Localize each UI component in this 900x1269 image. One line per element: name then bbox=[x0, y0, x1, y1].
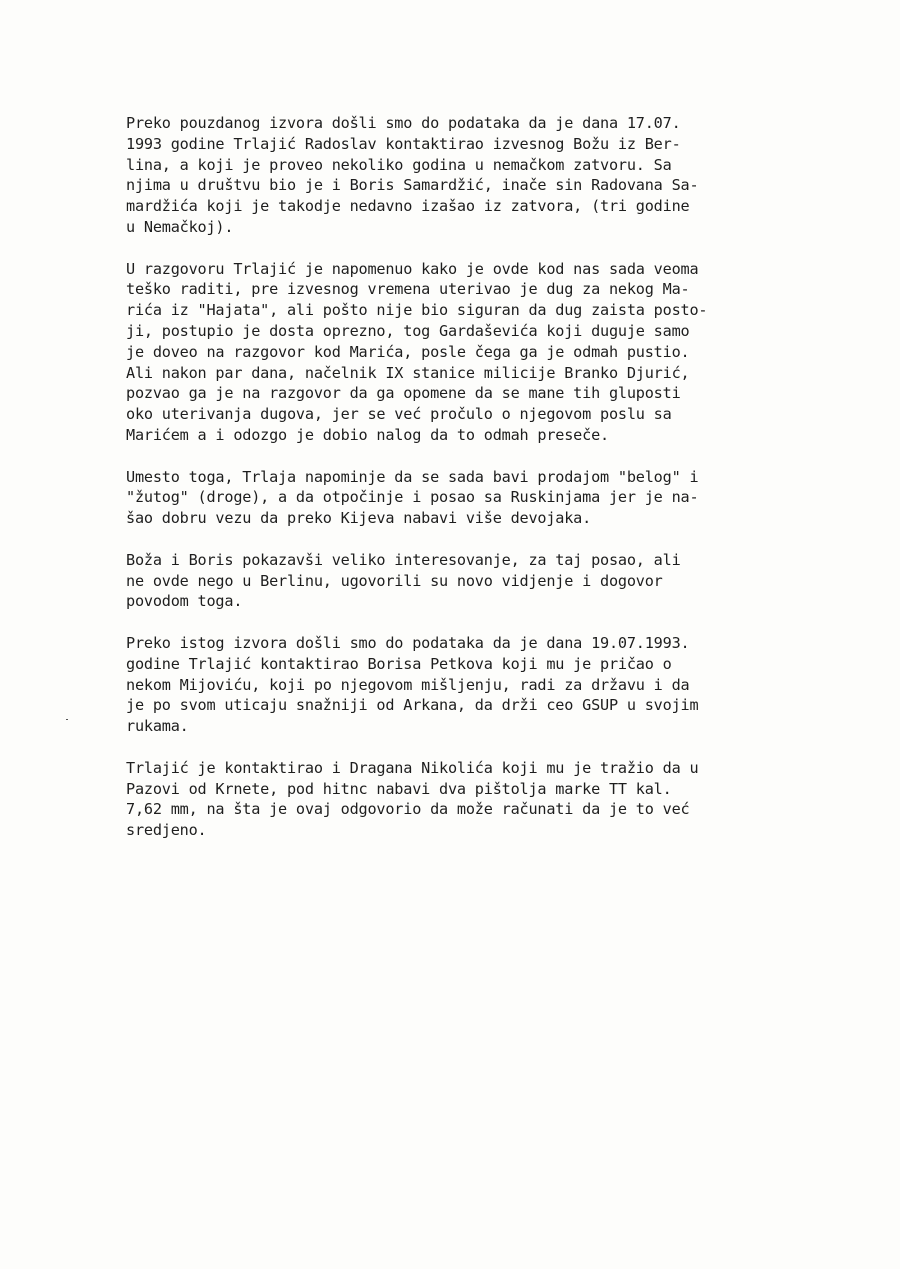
text-line: Marićem a i odozgo je dobio nalog da to odmah preseče. bbox=[126, 425, 609, 444]
text-line: šao dobru vezu da preko Kijeva nabavi više devojaka. bbox=[126, 509, 592, 528]
text-line: sredjeno. bbox=[126, 821, 207, 840]
text-line: nekom Mijoviću, koji po njegovom mišljenju, radi za državu i da bbox=[126, 675, 690, 694]
text-line: ji, postupio je dosta oprezno, tog Gardaševića koji duguje samo bbox=[126, 321, 690, 340]
text-line: mardžića koji je takodje nedavno izašao iz zatvora, (tri godine bbox=[126, 197, 690, 216]
text-line: lina, a koji je proveo nekoliko godina u nemačkom zatvoru. Sa bbox=[126, 155, 672, 174]
text-line: "žutog" (droge), a da otpočinje i posao sa Ruskinjama jer je na- bbox=[126, 488, 699, 507]
text-line: njima u društvu bio je i Boris Samardžić, inače sin Radovana Sa- bbox=[126, 176, 699, 195]
text-line: oko uterivanja dugova, jer se već pročulo o njegovom poslu sa bbox=[126, 405, 672, 424]
paragraph-6 bbox=[126, 758, 726, 841]
document-body bbox=[126, 113, 726, 862]
text-line: povodom toga. bbox=[126, 592, 243, 611]
paragraph-2 bbox=[126, 259, 726, 446]
text-line: 7,62 mm, na šta je ovaj odgovorio da može računati da je to već bbox=[126, 800, 690, 819]
paragraph-3 bbox=[126, 467, 726, 529]
text-line: U razgovoru Trlajić je napomenuo kako je ovde kod nas sada veoma bbox=[126, 259, 699, 278]
text-line: Boža i Boris pokazavši veliko interesovanje, za taj posao, ali bbox=[126, 550, 681, 569]
text-line: je doveo na razgovor kod Marića, posle čega ga je odmah pustio. bbox=[126, 342, 690, 361]
text-line: Preko pouzdanog izvora došli smo do podataka da je dana 17.07. bbox=[126, 114, 681, 132]
text-line: rića iz "Hajata", ali pošto nije bio siguran da dug zaista posto- bbox=[126, 301, 708, 320]
text-line: rukama. bbox=[126, 717, 189, 736]
text-line: teško raditi, pre izvesnog vremena uterivao je dug za nekog Ma- bbox=[126, 280, 690, 299]
scan-speck bbox=[66, 719, 68, 720]
text-line: Trlajić je kontaktirao i Dragana Nikolića koji mu je tražio da u bbox=[126, 758, 699, 777]
text-line: pozvao ga je na razgovor da ga opomene da se mane tih gluposti bbox=[126, 384, 681, 403]
paragraph-5 bbox=[126, 633, 726, 737]
text-line: godine Trlajić kontaktirao Borisa Petkova koji mu je pričao o bbox=[126, 654, 672, 673]
paragraph-4 bbox=[126, 550, 726, 612]
text-line: Ali nakon par dana, načelnik IX stanice milicije Branko Djurić, bbox=[126, 363, 690, 382]
text-line: je po svom uticaju snažniji od Arkana, da drži ceo GSUP u svojim bbox=[126, 696, 699, 715]
text-line: ne ovde nego u Berlinu, ugovorili su novo vidjenje i dogovor bbox=[126, 571, 663, 590]
text-line: Pazovi od Krnete, pod hitnc nabavi dva pištolja marke TT kal. bbox=[126, 779, 672, 798]
text-line: 1993 godine Trlajić Radoslav kontaktirao izvesnog Božu iz Ber- bbox=[126, 134, 681, 153]
paragraph-1 bbox=[126, 113, 726, 238]
text-line: Umesto toga, Trlaja napominje da se sada bavi prodajom "belog" i bbox=[126, 467, 699, 486]
text-line: Preko istog izvora došli smo do podataka da je dana 19.07.1993. bbox=[126, 633, 690, 652]
text-line: u Nemačkoj). bbox=[126, 217, 234, 236]
